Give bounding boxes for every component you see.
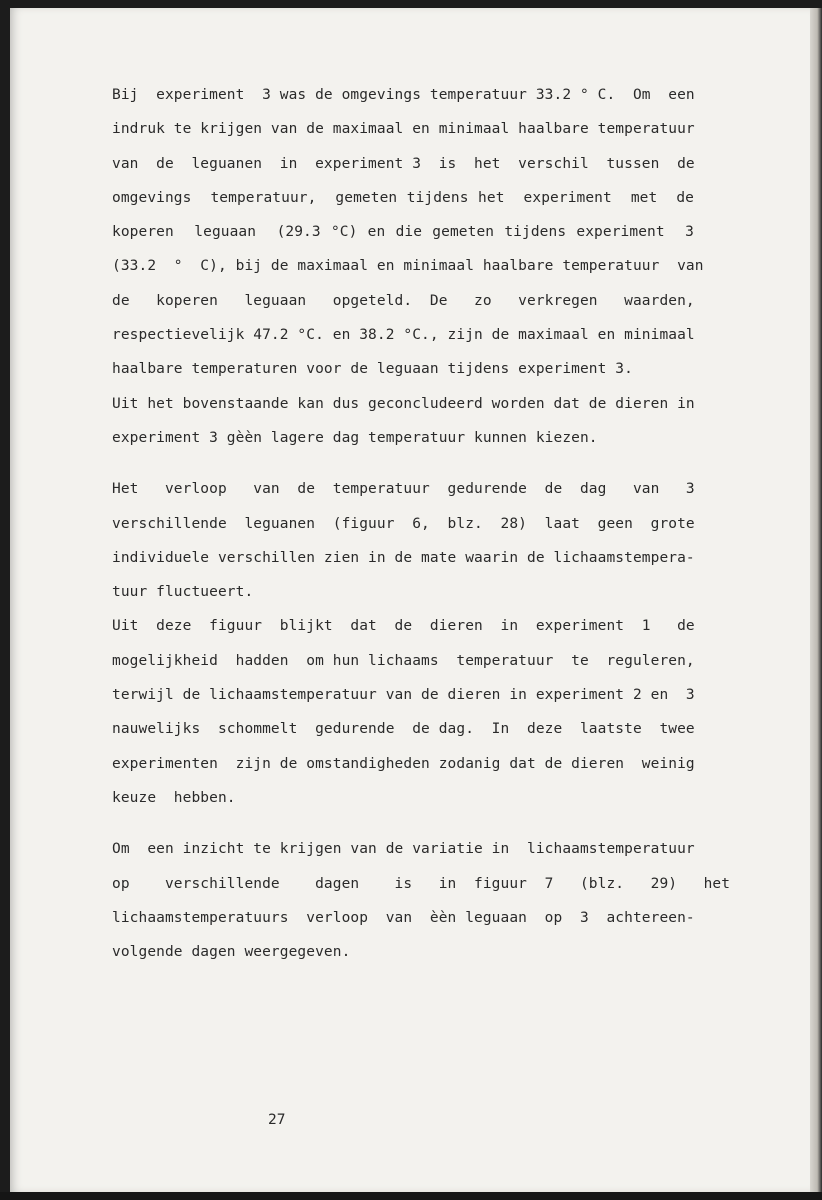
text-line: verschillende leguanen (figuur 6, blz. 28) laat geen grote [112, 515, 695, 532]
paragraph-gap [112, 815, 694, 832]
text-line: Uit deze figuur blijkt dat de dieren in experiment 1 de [112, 618, 695, 635]
text-line: haalbare temperaturen voor de leguaan tijdens experiment 3. [112, 361, 633, 378]
text-line: (33.2 ° C), bij de maximaal en minimaal haalbare temperatuur van [112, 258, 704, 275]
paragraph [112, 832, 731, 969]
text-line: tuur fluctueert. [112, 584, 254, 601]
text-line: keuze hebben. [112, 789, 236, 806]
page-edge [810, 8, 822, 1192]
text-line: van de leguanen in experiment 3 is het verschil tussen de [112, 155, 695, 172]
text-line: op verschillende dagen is in figuur 7 (blz. 29) het [112, 875, 731, 892]
paragraph-gap [112, 455, 694, 472]
text-line: de koperen leguaan opgeteld. De zo verkregen waarden, [112, 292, 695, 309]
text-line: mogelijkheid hadden om hun lichaams temperatuur te reguleren, [112, 652, 695, 669]
text-line: koperen leguaan (29.3 °C) en die gemeten tijdens experiment 3 [112, 224, 694, 241]
paragraph [112, 472, 694, 815]
text-line: nauwelijks schommelt gedurende de dag. In deze laatste twee [112, 721, 695, 738]
text-line: volgende dagen weergegeven. [112, 944, 351, 961]
text-line: Bij experiment 3 was de omgevings temperatuur 33.2 ° C. Om een [112, 87, 695, 103]
scan-border [0, 1192, 822, 1200]
page-number: 27 [268, 1112, 286, 1128]
text-line: omgevings temperatuur, gemeten tijdens het experiment met de [112, 189, 694, 206]
text-line: lichaamstemperatuurs verloop van èèn leguaan op 3 achtereen- [112, 909, 695, 926]
text-line: experiment 3 gèèn lagere dag temperatuur kunnen kiezen. [112, 429, 598, 446]
text-line: respectievelijk 47.2 °C. en 38.2 °C., zijn de maximaal en minimaal [112, 327, 695, 344]
text-line: Het verloop van de temperatuur gedurende de dag van 3 [112, 481, 695, 498]
text-line: terwijl de lichaamstemperatuur van de dieren in experiment 2 en 3 [112, 687, 695, 704]
text-line: experimenten zijn de omstandigheden zodanig dat de dieren weinig [112, 755, 695, 772]
text-line: Om een inzicht te krijgen van de variatie in lichaamstemperatuur [112, 841, 695, 858]
text-line: indruk te krijgen van de maximaal en minimaal haalbare temperatuur [112, 121, 695, 138]
body-text [112, 78, 731, 969]
text-line: Uit het bovenstaande kan dus geconcludeerd worden dat de dieren in [112, 395, 695, 412]
text-line: individuele verschillen zien in de mate waarin de lichaamstempera- [112, 549, 695, 566]
document-page [10, 8, 810, 1192]
paragraph [112, 78, 704, 455]
